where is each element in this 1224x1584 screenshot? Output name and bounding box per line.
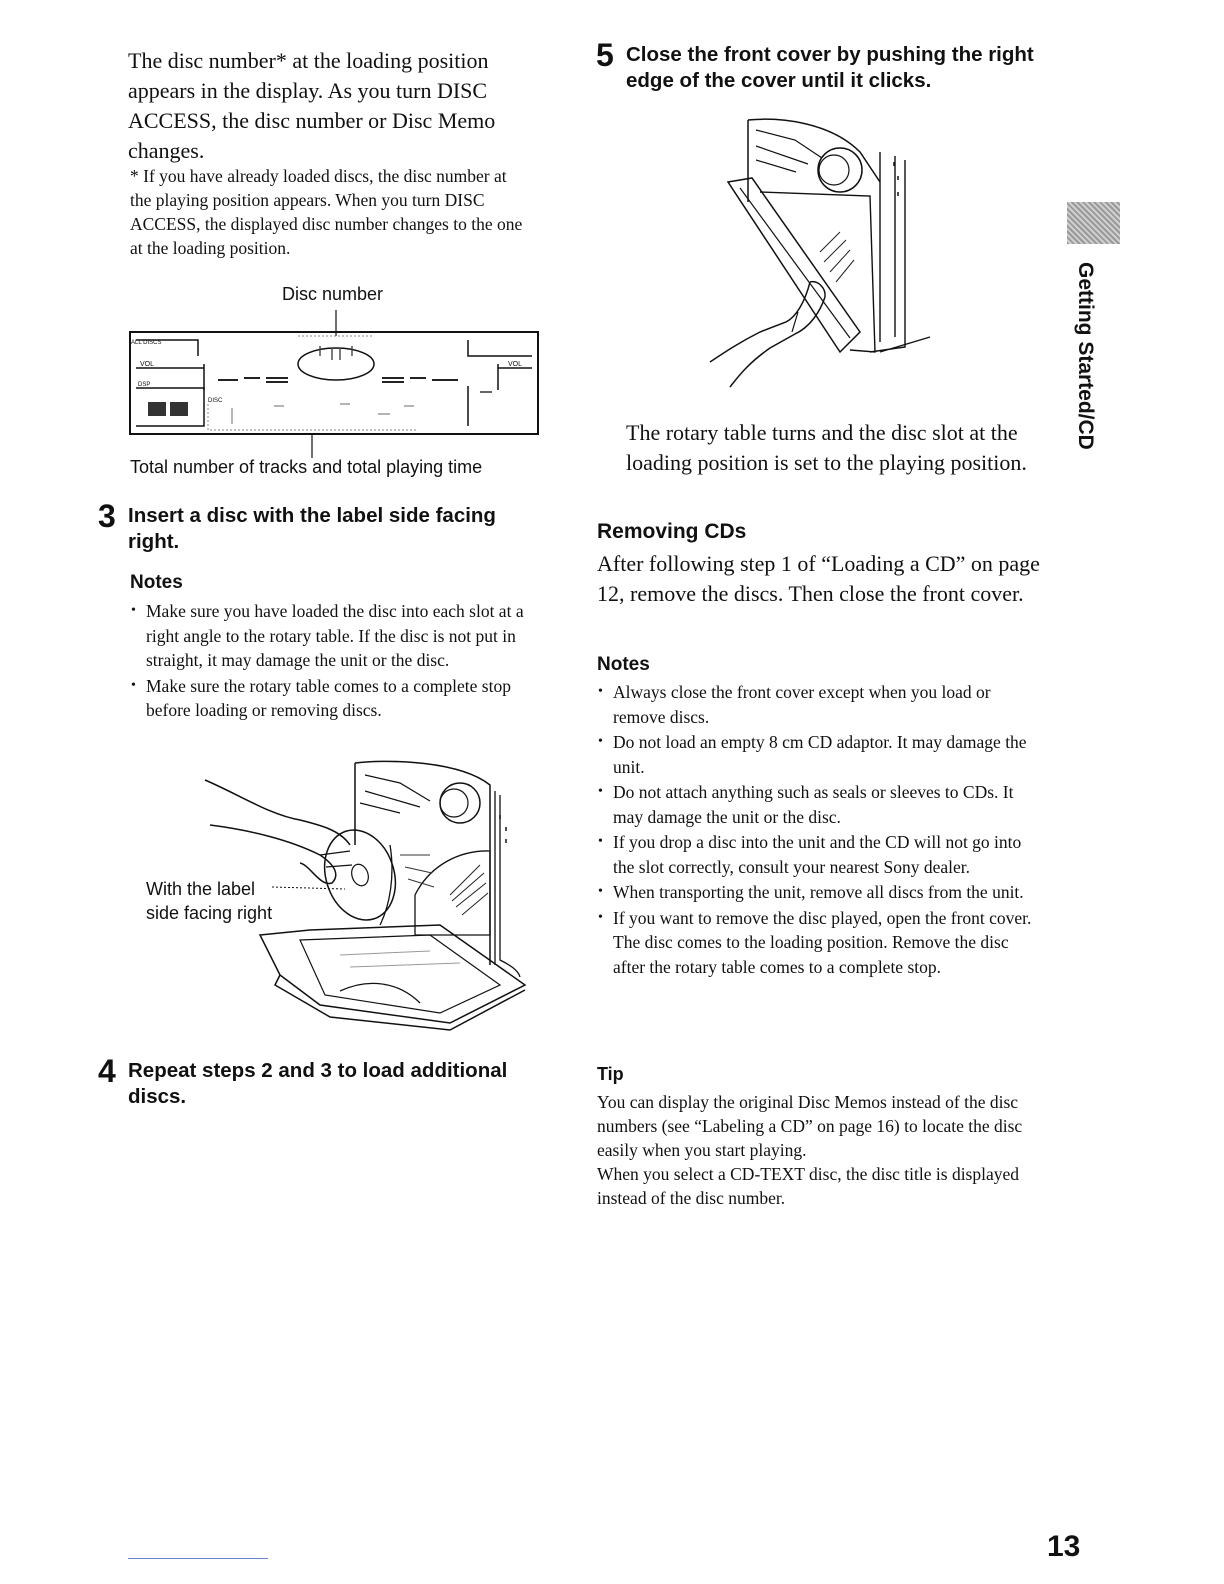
step-5-text: Close the front cover by pushing the right edge of the cover until it clicks. — [626, 43, 1034, 92]
step-3-text: Insert a disc with the label side facing right. — [128, 504, 496, 553]
removing-cds-paragraph: After following step 1 of “Loading a CD” on page 12, remove the discs. Then close the front cover. — [597, 551, 1040, 606]
side-tab-label: Getting Started/CD — [1074, 262, 1097, 450]
side-tab — [1070, 262, 1100, 502]
section-tab-marker — [1067, 202, 1120, 244]
step-3-number: 3 — [98, 498, 116, 534]
disc-number-callout: Disc number — [282, 284, 384, 304]
footnote: * If you have already loaded discs, the disc number at the playing position appears. When you turn DISC ACCESS, the displayed disc number changes to the one at the loading position. — [130, 166, 523, 258]
close-cover-illustration — [700, 112, 940, 392]
page-number: 13 — [1047, 1530, 1081, 1563]
notes-heading-left: Notes — [130, 572, 183, 593]
note-item: • If you want to remove the disc played, open the front cover. The disc comes to the loading position. Remove the disc after the rotary table comes to a complete stop. — [597, 906, 1037, 980]
all-discs-label: ALL DISCS — [131, 340, 162, 346]
note-item: • Do not load an empty 8 cm CD adaptor. It may damage the unit. — [597, 730, 1037, 779]
intro-paragraph: The disc number* at the loading position appears in the display. As you turn DISC ACCESS, the disc number or Disc Memo changes. — [128, 48, 496, 163]
vol-right-label: VOL — [508, 361, 523, 368]
note-item: • If you drop a disc into the unit and the CD will not go into the slot correctly, consult your nearest Sony dealer. — [597, 830, 1037, 879]
removing-cds-heading: Removing CDs — [597, 520, 747, 543]
note-item: • Make sure the rotary table comes to a complete stop before loading or removing discs. — [130, 674, 535, 723]
vol-left-label: VOL — [140, 361, 155, 368]
tip-text: You can display the original Disc Memos instead of the disc numbers (see “Labeling a CD” on page 16) to locate the disc easily when you start playing. — [597, 1092, 1023, 1160]
tip-text: When you select a CD-TEXT disc, the disc title is displayed instead of the disc number. — [597, 1164, 1020, 1208]
note-item: • Make sure you have loaded the disc into each slot at a right angle to the rotary table. If the disc is not put in straight, it may damage the unit or the disc. — [130, 599, 535, 673]
note-item: • Always close the front cover except when you load or remove discs. — [597, 680, 1037, 729]
footer-rule — [128, 1558, 268, 1559]
note-item: • When transporting the unit, remove all discs from the unit. — [597, 880, 1037, 905]
step-4-text: Repeat steps 2 and 3 to load additional discs. — [128, 1059, 508, 1108]
total-tracks-callout: Total number of tracks and total playing time — [130, 457, 483, 477]
disc-label: DISC — [208, 398, 223, 404]
dsp-label: DSP — [138, 382, 151, 388]
label-side-callout: With the label side facing right — [146, 879, 273, 923]
display-panel-illustration — [128, 308, 540, 480]
notes-heading-right: Notes — [597, 654, 650, 675]
step-4 — [98, 1053, 543, 1110]
tip-heading: Tip — [597, 1064, 624, 1084]
notes-list-left — [130, 599, 535, 724]
note-item: • Do not attach anything such as seals or sleeves to CDs. It may damage the unit or the disc. — [597, 780, 1037, 829]
after-close-paragraph: The rotary table turns and the disc slot at the loading position is set to the playing position. — [626, 420, 1027, 475]
tip-body — [597, 1090, 1047, 1210]
notes-list-right — [597, 680, 1037, 980]
step-3 — [98, 498, 538, 555]
step-4-number: 4 — [98, 1053, 116, 1089]
step-5-number: 5 — [596, 37, 614, 73]
step-5 — [596, 37, 1036, 94]
